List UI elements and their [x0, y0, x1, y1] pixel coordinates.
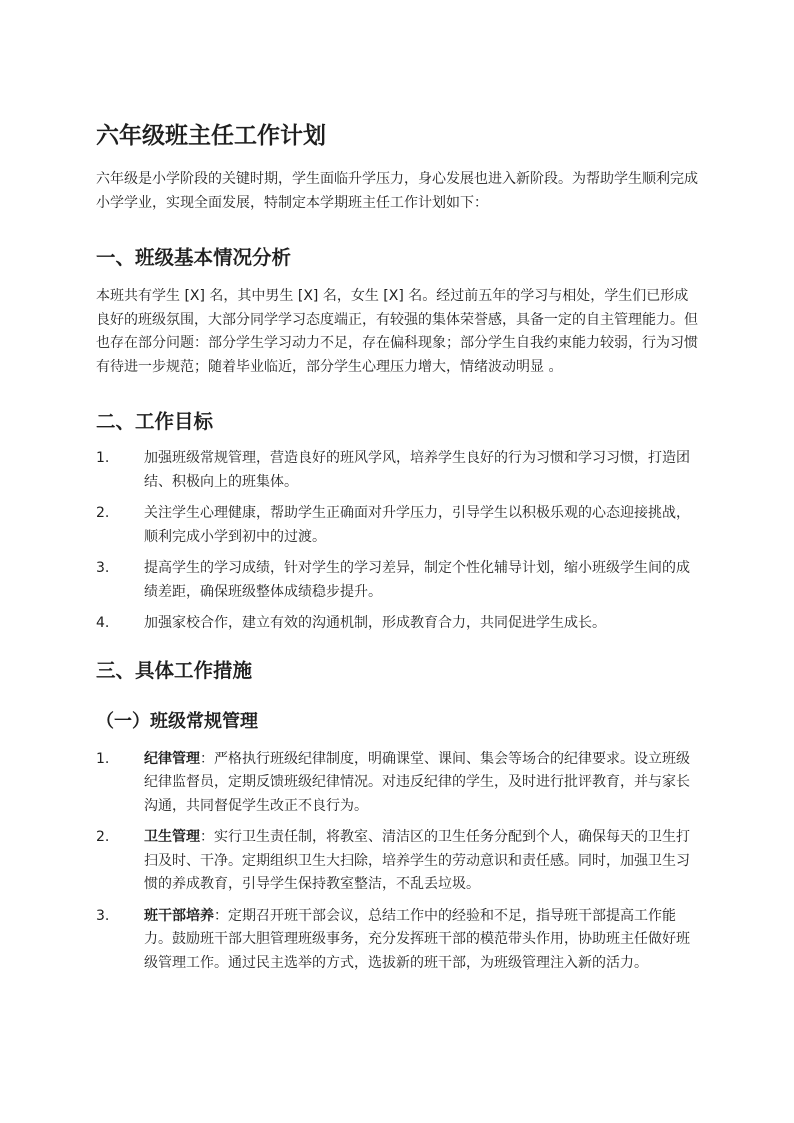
list-item [96, 612, 700, 636]
list-item [96, 748, 700, 819]
list-item-text: 加强家校合作，建立有效的沟通机制，形成教育合力，共同促进学生成长。 [144, 615, 606, 631]
page-title: 六年级班主任工作计划 [96, 123, 326, 149]
list-number: 3. [96, 560, 110, 576]
list-number: 2. [96, 505, 110, 521]
list-item-label: 班干部培养 [144, 907, 214, 924]
list-number: 4. [96, 615, 110, 631]
class-analysis-paragraph: 本班共有学生 [X] 名，其中男生 [X] 名，女生 [X] 名。经过前五年的学习与相处，学生们已形成良好的班级氛围，大部分同学学习态度端正，有较强的集体荣誉感，具备一定的自主管理能力。但也存在部分问题：部分学生学习动力不足，存在偏科现象；部分学生自我约束能力较弱，行为习惯有待进一步规范；随着毕业临近，部分学生心理压力增大，情绪波动明显 。 [96, 288, 698, 375]
measures-list [96, 748, 700, 976]
subsection-heading-routine-management: （一）班级常规管理 [96, 710, 258, 732]
list-item-separator: ： [200, 750, 214, 767]
goals-list [96, 447, 700, 636]
section-heading-goals: 二、工作目标 [96, 410, 214, 433]
list-item [96, 502, 700, 549]
list-item [96, 905, 700, 976]
list-item-label: 纪律管理 [144, 750, 200, 767]
list-item-text: 关注学生心理健康，帮助学生正确面对升学压力，引导学生以积极乐观的心态迎接挑战，顺利完成小学到初中的过渡。 [144, 505, 690, 545]
list-item-text: 严格执行班级纪律制度，明确课堂、课间、集会等场合的纪律要求。设立班级纪律监督员，定期反馈班级纪律情况。对违反纪律的学生，及时进行批评教育，并与家长沟通，共同督促学生改正不良行为。 [144, 750, 690, 814]
list-item-text: 定期召开班干部会议，总结工作中的经验和不足，指导班干部提高工作能力。鼓励班干部大胆管理班级事务，充分发挥班干部的模范带头作用，协助班主任做好班级管理工作。通过民主选举的方式，选拔新的班干部，为班级管理注入新的活力。 [144, 907, 690, 971]
list-number: 2. [96, 829, 110, 845]
list-number: 1. [96, 750, 110, 767]
section-heading-class-analysis: 一、班级基本情况分析 [96, 246, 292, 269]
intro-paragraph: 六年级是小学阶段的关键时期，学生面临升学压力，身心发展也进入新阶段。为帮助学生顺利完成小学学业，实现全面发展，特制定本学期班主任工作计划如下： [96, 171, 698, 211]
list-item-separator: ： [214, 907, 228, 924]
list-number: 1. [96, 450, 110, 466]
list-number: 3. [96, 907, 110, 924]
list-item-text: 提高学生的学习成绩，针对学生的学习差异，制定个性化辅导计划，缩小班级学生间的成绩差距，确保班级整体成绩稳步提升。 [144, 560, 690, 600]
list-item-text: 加强班级常规管理，营造良好的班风学风，培养学生良好的行为习惯和学习习惯，打造团结、积极向上的班集体。 [144, 450, 690, 490]
list-item-label: 卫生管理 [144, 829, 200, 845]
section-heading-measures: 三、具体工作措施 [96, 658, 253, 682]
document-page [96, 118, 700, 983]
list-item [96, 826, 700, 897]
list-item-separator: ： [200, 829, 214, 845]
list-item-text: 实行卫生责任制，将教室、清洁区的卫生任务分配到个人，确保每天的卫生打扫及时、干净。定期组织卫生大扫除，培养学生的劳动意识和责任感。同时，加强卫生习惯的养成教育，引导学生保持教室整洁，不乱丢垃圾。 [144, 829, 690, 892]
list-item [96, 447, 700, 494]
list-item [96, 557, 700, 604]
